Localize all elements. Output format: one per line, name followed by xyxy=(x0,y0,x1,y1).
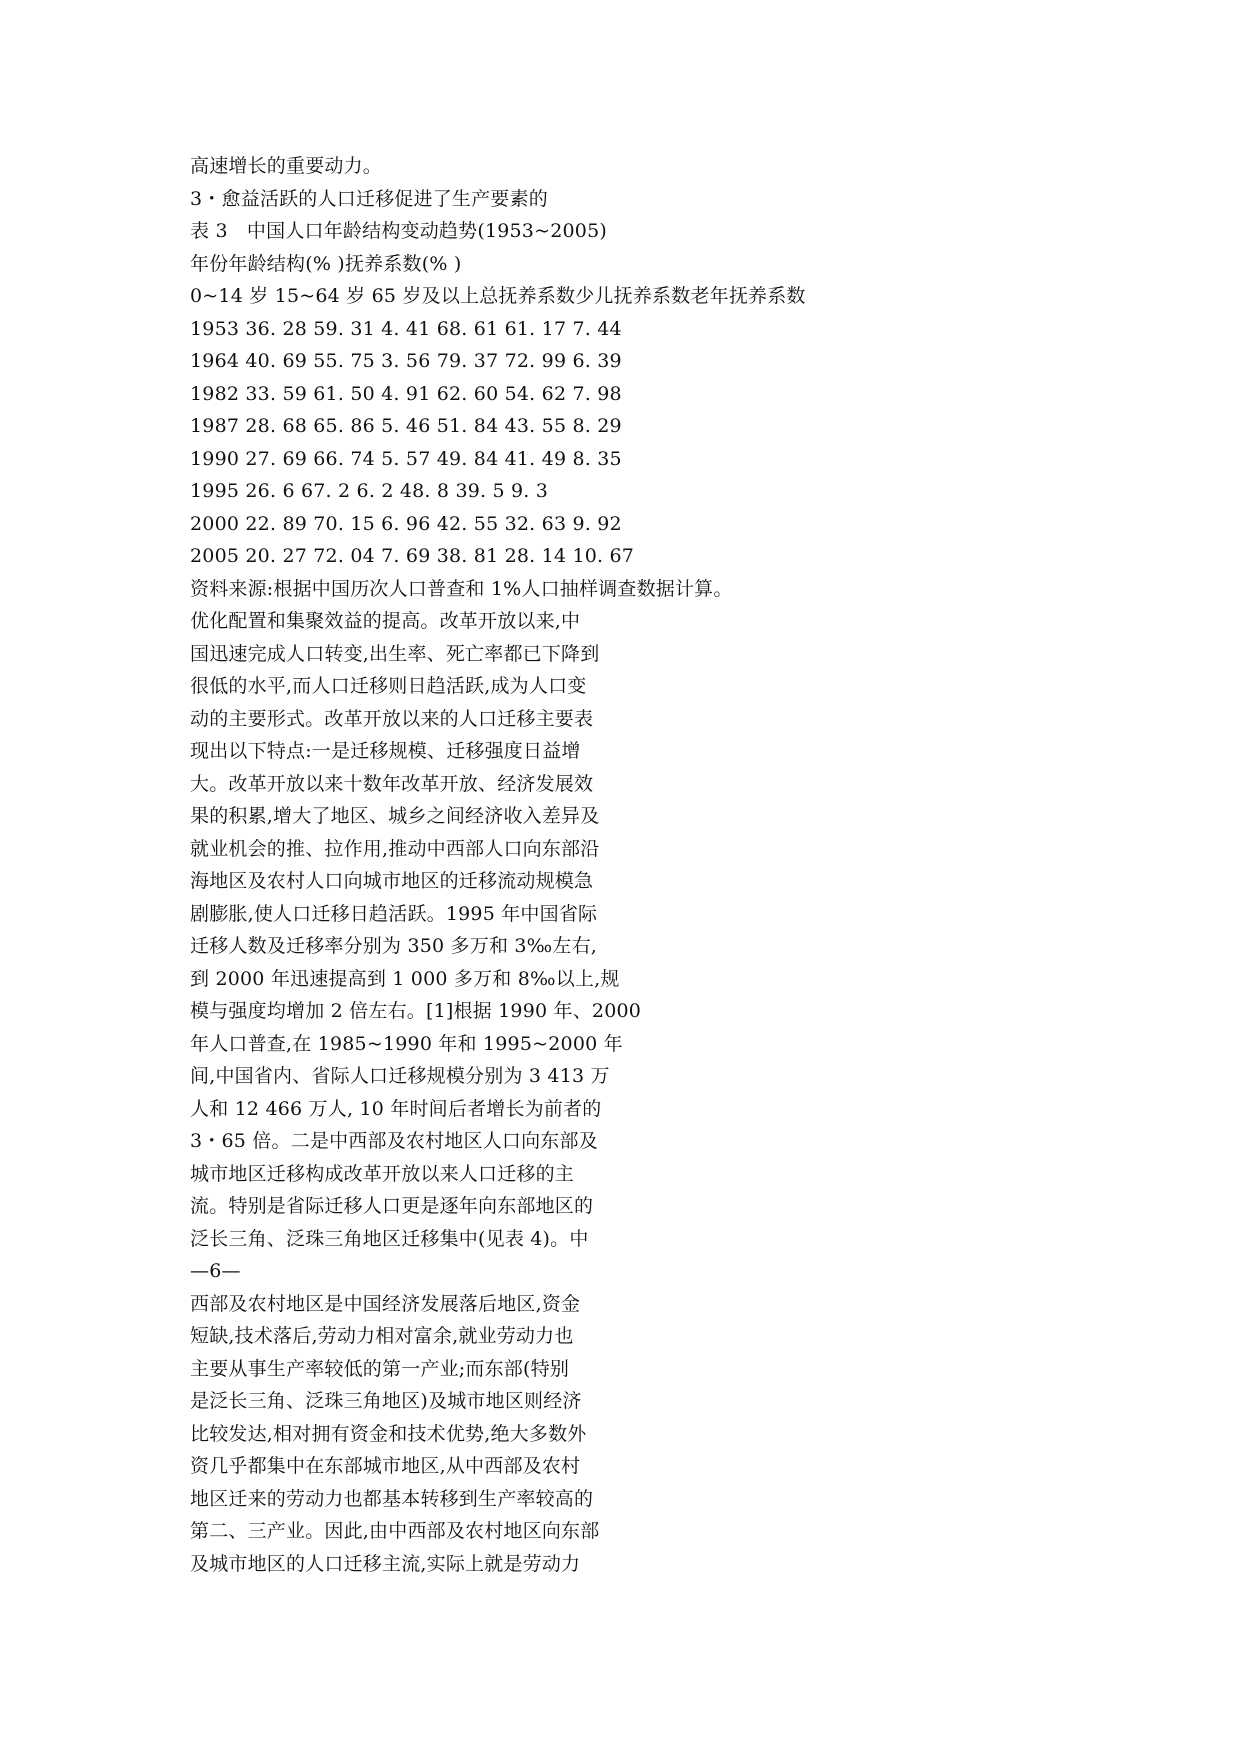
body-text-line: 现出以下特点:一是迁移规模、迁移强度日益增 xyxy=(190,740,581,762)
body-text-line: 模与强度均增加 2 倍左右。[1]根据 1990 年、2000 xyxy=(190,1000,642,1022)
body-text-line: 海地区及农村人口向城市地区的迁移流动规模急 xyxy=(190,870,594,892)
body-text-line: 动的主要形式。改革开放以来的人口迁移主要表 xyxy=(190,707,594,730)
table-header-row: 年份年龄结构(% )抚养系数(% ) xyxy=(190,252,462,275)
body-text-line: 泛长三角、泛珠三角地区迁移集中(见表 4)。中 xyxy=(190,1227,589,1250)
body-text-line: 到 2000 年迅速提高到 1 000 多万和 8‰以上,规 xyxy=(190,967,620,990)
table-row: 1982 33. 59 61. 50 4. 91 62. 60 54. 62 7. 98 xyxy=(190,382,622,405)
body-text-line: 很低的水平,而人口迁移则日趋活跃,成为人口变 xyxy=(190,675,587,697)
table-source-note: 资料来源:根据中国历次人口普查和 1%人口抽样调查数据计算。 xyxy=(190,577,733,600)
table-row: 1995 26. 6 67. 2 6. 2 48. 8 39. 5 9. 3 xyxy=(190,480,549,502)
body-text-line: 城市地区迁移构成改革开放以来人口迁移的主 xyxy=(190,1162,575,1185)
body-text-line: 年人口普查,在 1985~1990 年和 1995~2000 年 xyxy=(190,1032,623,1055)
table-row: 1987 28. 68 65. 86 5. 46 51. 84 43. 55 8. 29 xyxy=(190,415,622,437)
body-text-line: 迁移人数及迁移率分别为 350 多万和 3‰左右, xyxy=(190,935,598,957)
body-text-line: 地区迁来的劳动力也都基本转移到生产率较高的 xyxy=(190,1487,594,1510)
body-text-line: 国迅速完成人口转变,出生率、死亡率都已下降到 xyxy=(190,642,600,665)
page-number: —6— xyxy=(190,1260,241,1282)
body-text-line: 大。改革开放以来十数年改革开放、经济发展效 xyxy=(190,772,594,795)
body-text-line: 西部及农村地区是中国经济发展落后地区,资金 xyxy=(190,1292,581,1315)
body-text-line: 第二、三产业。因此,由中西部及农村地区向东部 xyxy=(190,1520,600,1542)
body-text-line: 剧膨胀,使人口迁移日趋活跃。1995 年中国省际 xyxy=(190,902,598,925)
body-text-line: 就业机会的推、拉作用,推动中西部人口向东部沿 xyxy=(190,837,600,860)
body-text-line: 优化配置和集聚效益的提高。改革开放以来,中 xyxy=(190,610,581,632)
body-text-line: 流。特别是省际迁移人口更是逐年向东部地区的 xyxy=(190,1195,594,1217)
body-text-line: 资几乎都集中在东部城市地区,从中西部及农村 xyxy=(190,1455,581,1477)
table-row: 1953 36. 28 59. 31 4. 41 68. 61 61. 17 7. 44 xyxy=(190,317,622,340)
body-text-line: 主要从事生产率较低的第一产业;而东部(特别 xyxy=(190,1357,570,1380)
body-text-line: 间,中国省内、省际人口迁移规模分别为 3 413 万 xyxy=(190,1065,610,1087)
table-row: 2000 22. 89 70. 15 6. 96 42. 55 32. 63 9. 92 xyxy=(190,512,622,535)
table-row: 1990 27. 69 66. 74 5. 57 49. 84 41. 49 8. 35 xyxy=(190,447,622,470)
document-page xyxy=(190,150,1090,1580)
table-caption: 表 3 中国人口年龄结构变动趋势(1953~2005) xyxy=(190,220,607,242)
body-text-line: 人和 12 466 万人, 10 年时间后者增长为前者的 xyxy=(190,1097,602,1120)
body-text-line: 及城市地区的人口迁移主流,实际上就是劳动力 xyxy=(190,1552,581,1575)
body-text-line: 高速增长的重要动力。 xyxy=(190,155,383,177)
body-text-line: 是泛长三角、泛珠三角地区)及城市地区则经济 xyxy=(190,1390,582,1412)
body-text-line: 3・65 倍。二是中西部及农村地区人口向东部及 xyxy=(190,1130,598,1152)
table-row: 2005 20. 27 72. 04 7. 69 38. 81 28. 14 10. 67 xyxy=(190,545,635,567)
table-subheader-row: 0~14 岁 15~64 岁 65 岁及以上总抚养系数少儿抚养系数老年抚养系数 xyxy=(190,285,806,307)
section-heading: 3・愈益活跃的人口迁移促进了生产要素的 xyxy=(190,187,548,210)
body-text-line: 果的积累,增大了地区、城乡之间经济收入差异及 xyxy=(190,805,600,827)
body-text-line: 比较发达,相对拥有资金和技术优势,绝大多数外 xyxy=(190,1422,587,1445)
body-text-line: 短缺,技术落后,劳动力相对富余,就业劳动力也 xyxy=(190,1325,574,1347)
table-row: 1964 40. 69 55. 75 3. 56 79. 37 72. 99 6. 39 xyxy=(190,350,622,372)
